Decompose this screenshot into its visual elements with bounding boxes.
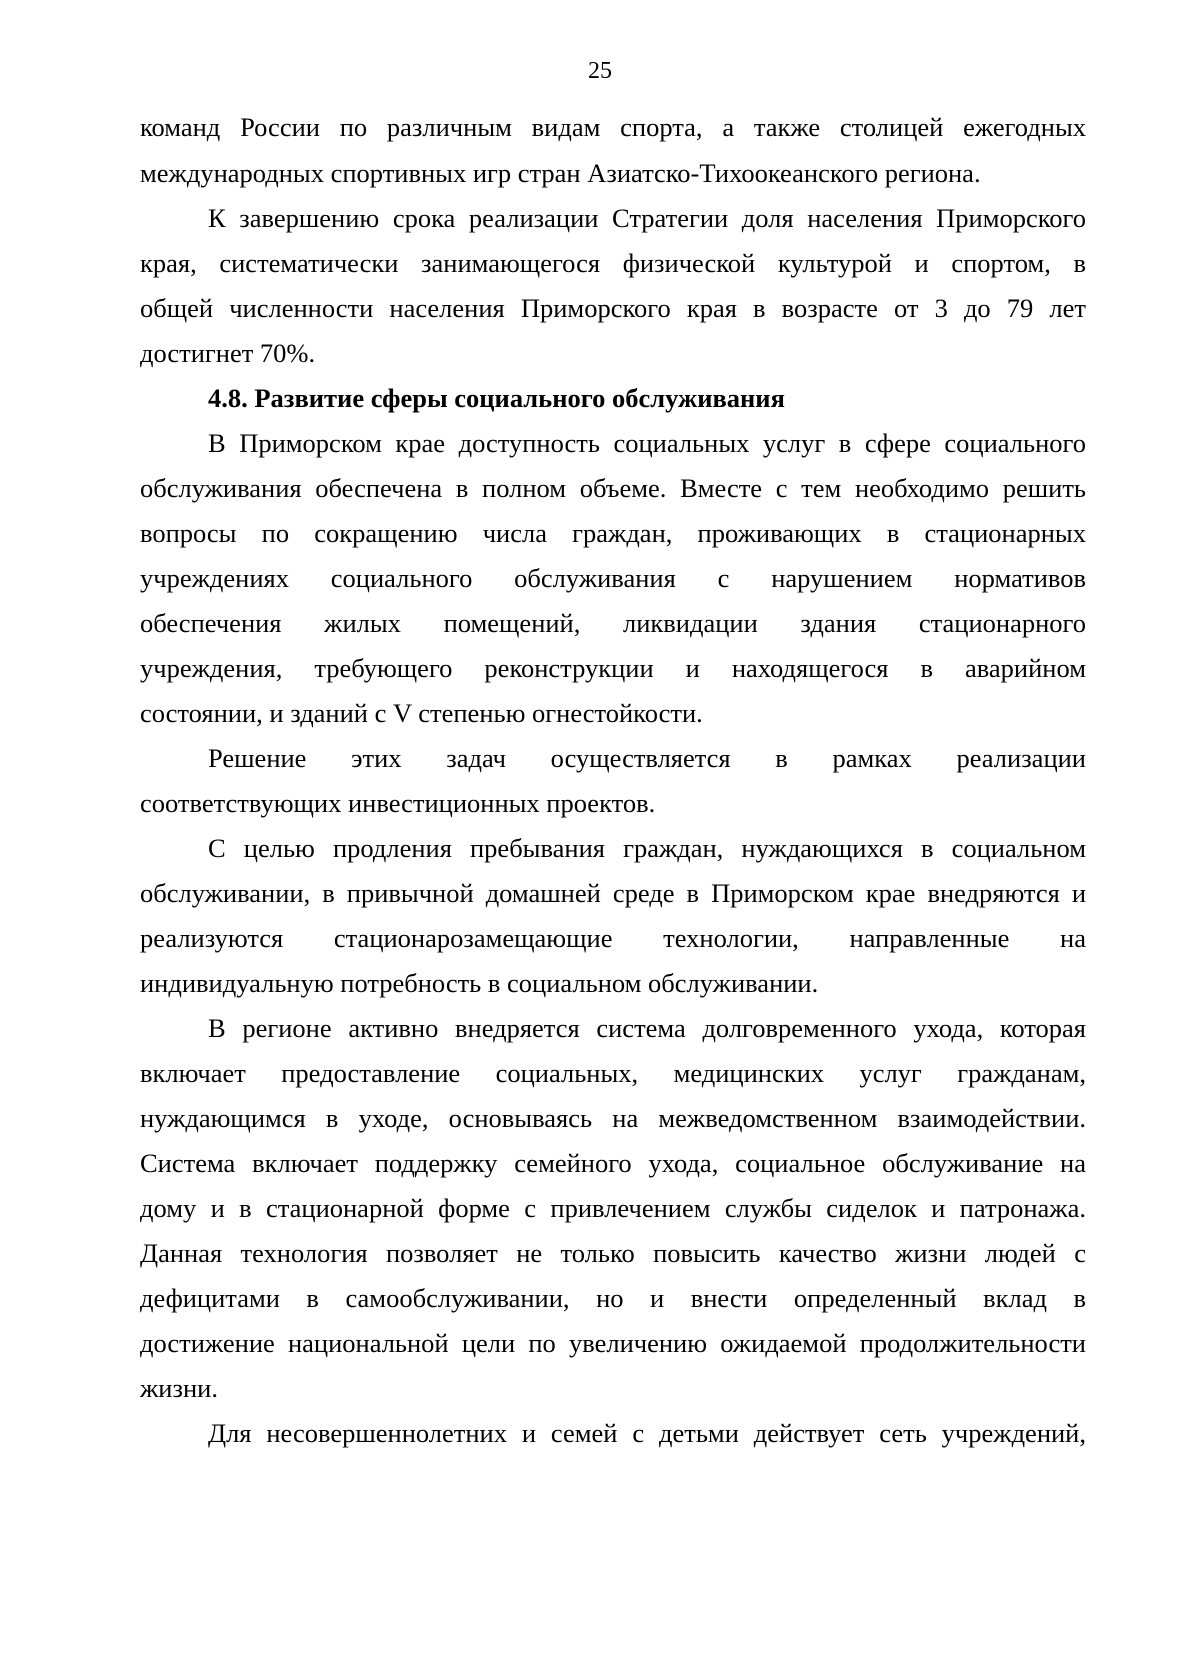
text-line: Для несовершеннолетних и семей с детьми действует сеть учреждений,	[208, 1418, 1086, 1448]
text-line: В регионе активно внедряется система долговременного ухода, которая	[208, 1013, 1086, 1043]
section-heading: 4.8. Развитие сферы социального обслуживания	[208, 383, 785, 413]
text-line: К завершению срока реализации Стратегии доля населения Приморского	[208, 203, 1086, 233]
text-line: учреждения, требующего реконструкции и находящегося в аварийном	[140, 653, 1086, 683]
text-line: вопросы по сокращению числа граждан, проживающих в стационарных	[140, 518, 1086, 548]
text-line: жизни.	[140, 1373, 218, 1403]
text-line: С целью продления пребывания граждан, нуждающихся в социальном	[208, 833, 1086, 863]
text-line: дефицитами в самообслуживании, но и внести определенный вклад в	[140, 1283, 1086, 1313]
text-line: обеспечения жилых помещений, ликвидации здания стационарного	[140, 608, 1086, 638]
text-line: включает предоставление социальных, медицинских услуг гражданам,	[140, 1058, 1086, 1088]
text-line: реализуются стационарозамещающие технологии, направленные на	[140, 923, 1086, 953]
text-line: команд России по различным видам спорта, а также столицей ежегодных	[140, 112, 1086, 142]
text-line: Решение этих задач осуществляется в рамках реализации	[208, 743, 1086, 773]
text-line: дому и в стационарной форме с привлечением службы сиделок и патронажа.	[140, 1193, 1086, 1223]
text-line: индивидуальную потребность в социальном обслуживании.	[140, 968, 819, 998]
text-line: нуждающимся в уходе, основываясь на межведомственном взаимодействии.	[140, 1103, 1086, 1133]
text-line: края, систематически занимающегося физической культурой и спортом, в	[140, 248, 1086, 278]
text-line: международных спортивных игр стран Азиатско-Тихоокеанского региона.	[140, 158, 981, 188]
page-number: 25	[588, 58, 612, 84]
text-line: обслуживания обеспечена в полном объеме. Вместе с тем необходимо решить	[140, 473, 1086, 503]
text-line: В Приморском крае доступность социальных услуг в сфере социального	[208, 428, 1086, 458]
text-line: состоянии, и зданий с V степенью огнестойкости.	[140, 698, 703, 728]
text-line: Данная технология позволяет не только повысить качество жизни людей с	[140, 1238, 1086, 1268]
text-line: достижение национальной цели по увеличению ожидаемой продолжительности	[140, 1328, 1086, 1358]
text-line: Система включает поддержку семейного ухода, социальное обслуживание на	[140, 1148, 1086, 1178]
text-line: соответствующих инвестиционных проектов.	[140, 788, 656, 818]
text-line: общей численности населения Приморского края в возрасте от 3 до 79 лет	[140, 293, 1086, 323]
text-line: достигнет 70%.	[140, 338, 316, 368]
text-line: обслуживании, в привычной домашней среде в Приморском крае внедряются и	[140, 878, 1086, 908]
text-line: учреждениях социального обслуживания с нарушением нормативов	[140, 563, 1086, 593]
